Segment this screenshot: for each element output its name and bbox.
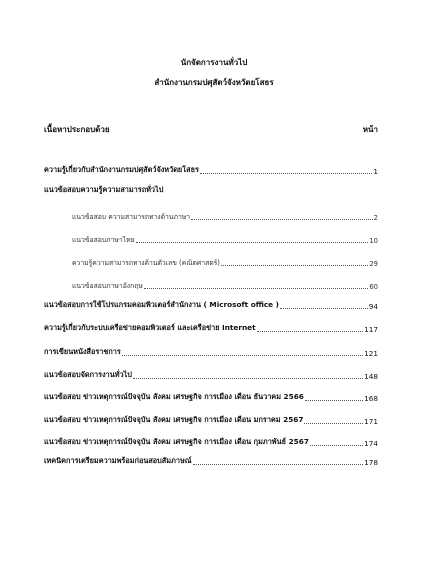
toc-entry-page: 60 <box>369 283 378 291</box>
toc-entry <box>44 436 378 448</box>
toc-entry-page: 168 <box>364 394 378 403</box>
dot-leader <box>144 287 369 289</box>
dot-leader <box>193 463 364 465</box>
toc-entry-page: 117 <box>364 325 378 334</box>
dot-leader <box>221 264 368 266</box>
toc-entry-page: 121 <box>364 349 378 358</box>
dot-leader <box>257 330 363 332</box>
toc-entry <box>44 391 378 403</box>
toc-entry-label: แนวข้อสอบ ความสามารถทางด้านภาษา <box>72 213 191 221</box>
document-title: นักจัดการงานทั่วไป <box>180 58 248 67</box>
dot-leader <box>280 307 368 309</box>
toc-entry-label: การเขียนหนังสือราชการ <box>44 347 121 356</box>
toc-entry-label: แนวข้อสอบ ข่าวเหตุการณ์ปัจจุบัน สังคม เศรษฐกิจ การเมือง เดือน กุมภาพันธ์ 2567 <box>44 437 309 446</box>
toc-entry <box>44 455 378 467</box>
toc-entry-page: 10 <box>369 237 378 245</box>
toc-entry-label: ความรู้ความสามารถทางด้านตัวเลข (คณิตศาสตร์) <box>72 259 220 267</box>
contents-heading: เนื้อหาประกอบด้วย <box>44 125 110 134</box>
toc-entry <box>44 299 378 311</box>
toc-entry-page: 2 <box>373 214 378 222</box>
dot-leader <box>191 218 373 220</box>
toc-entry-page: 171 <box>364 417 378 426</box>
dot-leader <box>133 377 363 379</box>
toc-entry-page: 29 <box>369 260 378 268</box>
toc-entry-label: เทคนิคการเตรียมความพร้อมก่อนสอบสัมภาษณ์ <box>44 456 192 465</box>
toc-entry-label: แนวข้อสอบ ข่าวเหตุการณ์ปัจจุบัน สังคม เศรษฐกิจ การเมือง เดือน มกราคม 2567 <box>44 415 304 424</box>
toc-entry-label: ความรู้เกี่ยวกับสำนักงานกรมปศุสัตว์จังหวัดยโสธร <box>44 165 199 174</box>
toc-entry <box>44 369 378 381</box>
toc-entry-page: 174 <box>364 439 378 448</box>
dot-leader <box>122 354 363 356</box>
toc-entry <box>44 164 378 176</box>
toc-sub-entry <box>72 210 378 222</box>
toc-entry <box>44 346 378 358</box>
dot-leader <box>304 422 363 424</box>
page-column-heading: หน้า <box>362 125 378 134</box>
dot-leader <box>200 172 372 174</box>
document-subtitle: สำนักงานกรมปศุสัตว์จังหวัดยโสธร <box>154 78 274 87</box>
toc-entry <box>44 414 378 426</box>
toc-entry-label: แนวข้อสอบการใช้โปรแกรมคอมพิวเตอร์สำนักงาน ( Microsoft office ) <box>44 300 279 309</box>
toc-entry-page: 148 <box>364 372 378 381</box>
toc-entry-label: แนวข้อสอบจัดการงานทั่วไป <box>44 370 132 379</box>
toc-entry <box>44 322 378 334</box>
toc-section-heading <box>44 184 378 196</box>
toc-sub-entry <box>72 256 378 268</box>
toc-entry-page: 94 <box>368 302 378 311</box>
toc-entry-label: แนวข้อสอบภาษาอังกฤษ <box>72 282 143 290</box>
toc-entry-page: 1 <box>373 167 378 176</box>
toc-entry-label: แนวข้อสอบความรู้ความสามารถทั่วไป <box>44 185 164 194</box>
dot-leader <box>310 444 363 446</box>
toc-entry-label: แนวข้อสอบภาษาไทย <box>72 236 135 244</box>
toc-sub-entry <box>72 279 378 291</box>
dot-leader <box>305 399 363 401</box>
dot-leader <box>136 241 369 243</box>
toc-entry-label: แนวข้อสอบ ข่าวเหตุการณ์ปัจจุบัน สังคม เศรษฐกิจ การเมือง เดือน ธันวาคม 2566 <box>44 392 304 401</box>
toc-entry-label: ความรู้เกี่ยวกับระบบเครือข่ายคอมพิวเตอร์ และเครือข่าย Internet <box>44 323 256 332</box>
toc-sub-entry <box>72 233 378 245</box>
toc-entry-page: 178 <box>364 458 378 467</box>
